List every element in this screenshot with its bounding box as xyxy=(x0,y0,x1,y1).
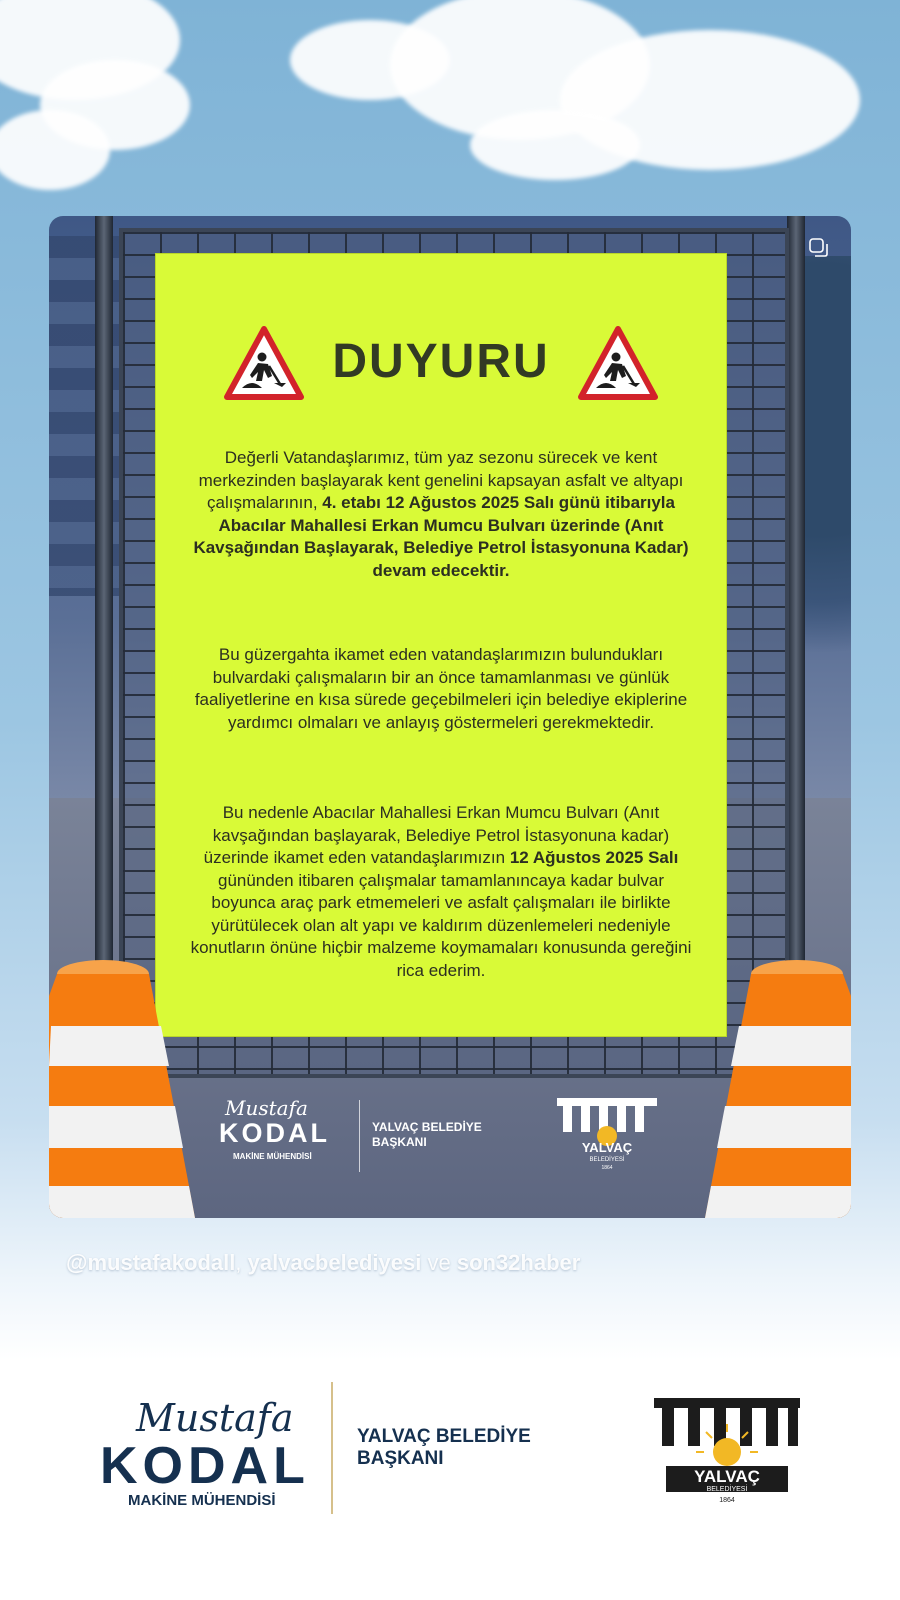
notice-paragraph-2: Bu güzergahta ikamet eden vatandaşlarımızın bulundukları bulvardaki çalışmaların bir an önce tamamlanması ve günlük faaliyetlerine en kısa sürede geçebilmeleri için belediye ekiplerine yardımcı olmaları ve anlayış göstermeleri gerekmektedir. xyxy=(194,645,688,732)
mention-link-yalvacbelediyesi[interactable]: yalvacbelediyesi xyxy=(247,1250,422,1275)
municipality-seal-icon xyxy=(555,1096,659,1172)
paragraph-text: Değerli Vatandaşlarımız, tüm yaz sezonu sürecek ve kent merkezinden başlayarak kent genelini kapsayan asfalt ve altyapı çalışmalarının, xyxy=(198,448,684,512)
traffic-cone-left xyxy=(49,956,197,1218)
story-mentions xyxy=(66,1250,846,1276)
logo-subtitle: MAKİNE MÜHENDİSİ xyxy=(128,1492,276,1509)
fence-post-right xyxy=(787,216,805,996)
municipality-seal-icon xyxy=(652,1396,802,1504)
fence-post-left xyxy=(95,216,113,996)
paragraph-bold-text: 4. etabı 12 Ağustos 2025 Salı günü itibarıyla Abacılar Mahallesi Erkan Mumcu Bulvarı üzerinde (Anıt Kavşağından Başlayarak, Belediye Petrol İstasyonuna Kadar) devam edecektir. xyxy=(193,493,689,580)
traffic-cone-right xyxy=(703,956,851,1218)
notice-title: DUYURU xyxy=(332,335,550,388)
notice-sign xyxy=(156,254,726,1036)
paragraph-bold-date: 12 Ağustos 2025 Salı xyxy=(509,848,679,867)
notice-header xyxy=(156,326,726,406)
story-post-card[interactable] xyxy=(49,216,851,1218)
notice-paragraph-1 xyxy=(190,447,692,582)
brand-footer xyxy=(0,1360,900,1560)
mention-link-son32haber[interactable]: son32haber xyxy=(456,1250,581,1275)
paragraph-text: gününden itibaren çalışmalar tamamlanıncaya kadar bulvar boyunca araç park etmemeleri ve asfalt çalışmaları ile birlikte yürütülecek olan alt yapı ve kaldırım düzenlemeleri nedeniyle konutların önüne hiçbir malzeme koymamaları konusunda gereğini rica ederim. xyxy=(190,870,692,980)
cloud xyxy=(0,110,110,190)
paragraph-text: Bu nedenle Abacılar Mahallesi Erkan Mumcu Bulvarı (Anıt kavşağından başlayarak, Belediye Petrol İstasyonuna kadar) üzerinde ikamet eden vatandaşlarımızın xyxy=(203,803,670,867)
roadwork-warning-icon xyxy=(578,326,658,400)
notice-paragraph-3 xyxy=(190,802,692,982)
seal-year: 1864 xyxy=(601,1165,613,1171)
cloud xyxy=(470,110,640,180)
divider xyxy=(359,1100,360,1172)
logo-name: KODAL xyxy=(219,1118,330,1148)
seal-sub: BELEDİYESİ xyxy=(706,1486,748,1493)
seal-year: 1864 xyxy=(719,1497,735,1504)
seal-name: YALVAÇ xyxy=(694,1467,760,1486)
seal-name: YALVAÇ xyxy=(581,1140,633,1155)
mention-separator: , xyxy=(235,1250,242,1275)
logo-name: KODAL xyxy=(100,1437,310,1495)
divider xyxy=(331,1382,333,1514)
logo-script: Mustafa xyxy=(136,1396,294,1440)
card-footer-brand xyxy=(219,1096,699,1176)
logo-script: Mustafa xyxy=(225,1096,308,1120)
mention-link-mustafakodall[interactable]: @mustafakodall xyxy=(66,1250,236,1275)
role-title: YALVAÇ BELEDİYE BAŞKANI xyxy=(372,1120,482,1149)
logo-subtitle: MAKİNE MÜHENDİSİ xyxy=(233,1152,312,1161)
seal-sub: BELEDİYESİ xyxy=(589,1157,625,1163)
role-title: YALVAÇ BELEDİYE BAŞKANI xyxy=(357,1426,531,1469)
mention-conjunction: ve xyxy=(427,1250,451,1275)
multiple-posts-icon[interactable] xyxy=(809,238,829,258)
